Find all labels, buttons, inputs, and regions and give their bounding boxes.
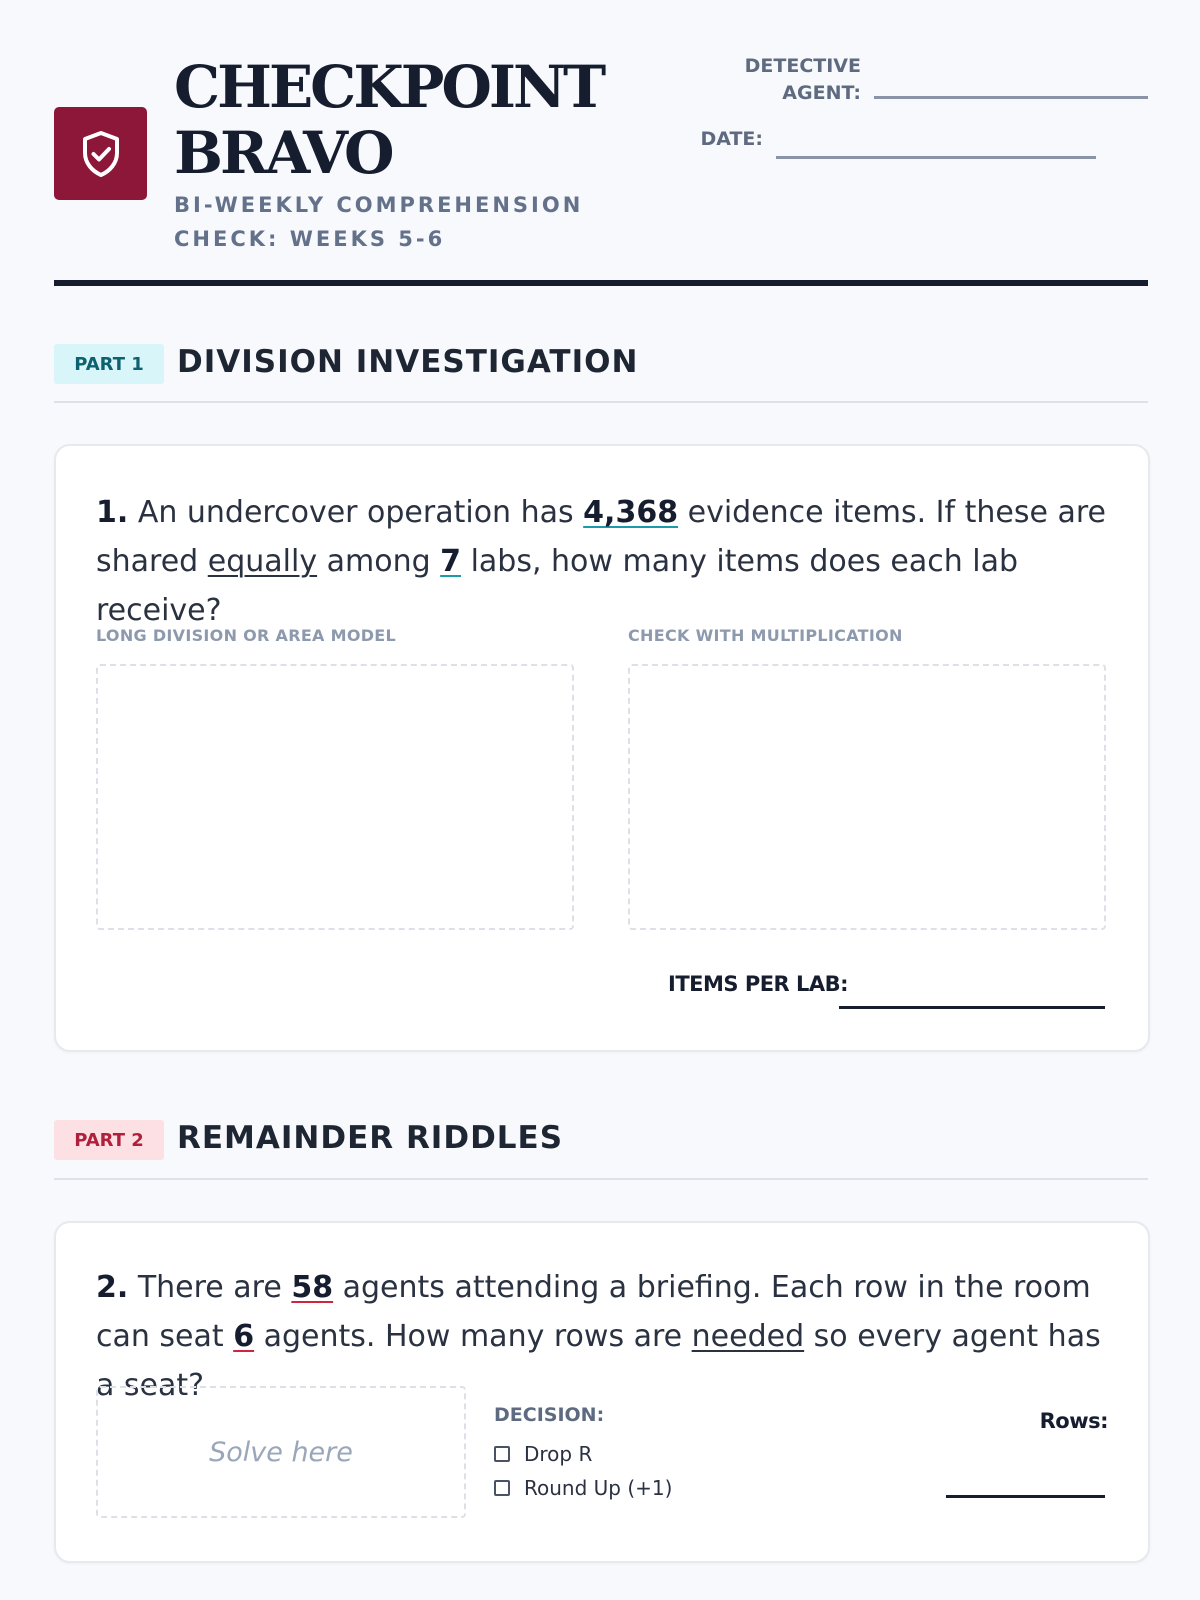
round-up-option[interactable]: [494, 1476, 672, 1500]
items-per-lab-label: ITEMS PER LAB:: [668, 972, 849, 996]
date-field[interactable]: [776, 156, 1096, 159]
title-line-1: CHECKPOINT: [174, 53, 604, 121]
part-1-title: DIVISION INVESTIGATION: [177, 344, 639, 380]
part-2-title: REMAINDER RIDDLES: [177, 1120, 564, 1156]
part-2-tag: PART 2: [54, 1120, 164, 1160]
rows-answer-field[interactable]: [946, 1495, 1105, 1498]
question-1-text: [96, 488, 1106, 635]
question-1-number: 1.: [96, 495, 129, 530]
agent-label-line-1: DETECTIVE: [744, 55, 861, 77]
items-per-lab-answer-field[interactable]: [839, 1006, 1105, 1009]
question-1-text-b: evidence items. If these are shared: [96, 495, 1106, 579]
question-2-card: [54, 1221, 1150, 1563]
solve-here-hint: Solve here: [209, 1436, 353, 1468]
lab-count: 7: [440, 544, 462, 579]
question-2-number: 2.: [96, 1270, 129, 1305]
part-1-tag: PART 1: [54, 344, 164, 384]
shield-check-icon: [79, 129, 123, 179]
logo-badge: [54, 107, 147, 200]
long-division-label: LONG DIVISION OR AREA MODEL: [96, 626, 397, 645]
question-1-card: [54, 444, 1150, 1052]
round-up-checkbox[interactable]: [494, 1480, 510, 1496]
question-1-text-d: labs, how many items does each lab receive?: [96, 544, 1019, 628]
evidence-count: 4,368: [583, 495, 679, 530]
question-1-text-c: among: [317, 544, 441, 579]
header-divider: [54, 280, 1148, 286]
keyword-needed: needed: [691, 1319, 805, 1354]
question-2-text-c: agents. How many rows are: [254, 1319, 692, 1354]
question-2-text-d: so every agent has a seat?: [96, 1319, 1101, 1403]
page-subtitle: BI-WEEKLY COMPREHENSION CHECK: WEEKS 5-6: [174, 193, 584, 251]
round-up-label: Round Up (+1): [524, 1476, 673, 1500]
drop-remainder-label: Drop R: [524, 1442, 593, 1466]
keyword-equally: equally: [207, 544, 318, 579]
solve-here-work-area[interactable]: [96, 1386, 466, 1518]
title-line-2: BRAVO: [174, 119, 392, 187]
seats-per-row: 6: [233, 1319, 255, 1354]
agent-name-field[interactable]: [874, 96, 1148, 99]
question-1-text-a: An undercover operation has: [128, 495, 584, 530]
rows-label: Rows:: [1039, 1409, 1108, 1433]
drop-remainder-option[interactable]: [494, 1442, 592, 1466]
long-division-work-area[interactable]: [96, 664, 574, 930]
multiplication-check-work-area[interactable]: [628, 664, 1106, 930]
agent-label-line-2: AGENT:: [782, 82, 861, 104]
agent-label: [745, 53, 861, 107]
multiplication-check-label: CHECK WITH MULTIPLICATION: [628, 626, 903, 645]
question-2-text-b: agents attending a briefing. Each row in the room can seat: [96, 1270, 1091, 1354]
decision-label: DECISION:: [494, 1404, 605, 1426]
page-title: [174, 54, 603, 186]
part-2-divider: [54, 1178, 1148, 1180]
part-1-divider: [54, 401, 1148, 403]
agent-count: 58: [291, 1270, 334, 1305]
question-2-text-a: There are: [128, 1270, 292, 1305]
drop-remainder-checkbox[interactable]: [494, 1446, 510, 1462]
date-label: DATE:: [700, 128, 763, 150]
